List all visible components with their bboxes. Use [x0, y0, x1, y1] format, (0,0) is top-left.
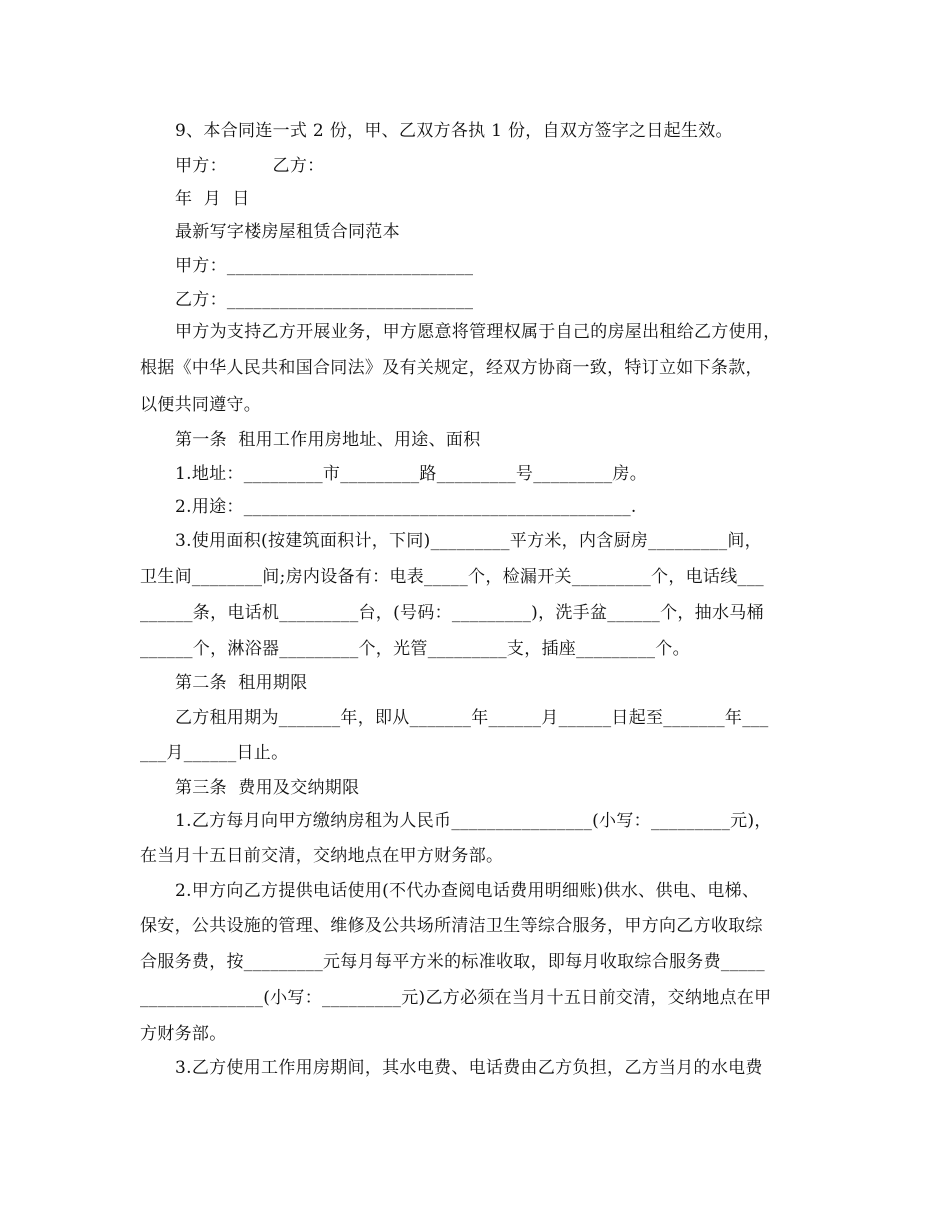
- article-3-service-line-4: ______________(小写：_________元)乙方必须在当月十五日前交清，交纳地点在甲: [140, 988, 772, 1008]
- article-1-area-line-3: ______条，电话机_________台，(号码：_________)，洗手盆______个，抽水马桶: [140, 603, 764, 623]
- article-2-heading: 第二条 租用期限: [175, 673, 308, 693]
- article-2-period-line-1: 乙方租用期为_______年，即从_______年______月______日起至_______年___: [175, 708, 769, 728]
- article-1-area-line-4: ______个，淋浴器_________个，光管_________支，插座_________个。: [140, 639, 690, 659]
- article-3-heading: 第三条 费用及交纳期限: [175, 778, 360, 798]
- article-2-period-line-2: ___月______日止。: [140, 743, 289, 763]
- article-1-area-line-1: 3.使用面积(按建筑面积计，下同)_________平方米，内含厨房_________间，: [175, 531, 762, 551]
- article-3-rent-line-1: 1.乙方每月向甲方缴纳房租为人民币________________(小写：_________元)，: [175, 811, 772, 831]
- signature-parties: 甲方： 乙方：: [175, 156, 325, 176]
- article-1-address: 1.地址：_________市_________路_________号_________房。: [175, 464, 648, 484]
- signature-date: 年 月 日: [175, 189, 250, 209]
- article-3-utilities-line-1: 3.乙方使用工作用房期间，其水电费、电话费由乙方负担，乙方当月的水电费: [175, 1058, 763, 1078]
- party-a-field: 甲方：____________________________: [175, 256, 474, 276]
- article-1-area-line-2: 卫生间________间;房内设备有：电表_____个，检漏开关_________个，电话线___: [140, 567, 764, 587]
- article-3-service-line-3: 合服务费，按_________元每月每平方米的标准收取，即每月收取综合服务费_____: [140, 952, 765, 972]
- article-3-rent-line-2: 在当月十五日前交清，交纳地点在甲方财务部。: [140, 846, 504, 866]
- preamble-line-1: 甲方为支持乙方开展业务，甲方愿意将管理权属于自己的房屋出租给乙方使用，: [175, 322, 781, 342]
- article-1-usage: 2.用途：____________________________________________.: [175, 497, 637, 517]
- clause-9-validity: 9、本合同连一式 2 份，甲、乙双方各执 1 份，自双方签字之日起生效。: [175, 121, 733, 141]
- party-b-field: 乙方：____________________________: [175, 290, 474, 310]
- preamble-line-3: 以便共同遵守。: [140, 395, 262, 415]
- preamble-line-2: 根据《中华人民共和国合同法》及有关规定，经双方协商一致，特订立如下条款，: [140, 358, 763, 378]
- article-3-service-line-2: 保安，公共设施的管理、维修及公共场所清洁卫生等综合服务，甲方向乙方收取综: [140, 916, 763, 936]
- article-3-service-line-1: 2.甲方向乙方提供电话使用(不代办查阅电话费用明细账)供水、供电、电梯、: [175, 881, 760, 901]
- article-1-heading: 第一条 租用工作用房地址、用途、面积: [175, 430, 481, 450]
- contract-title: 最新写字楼房屋租赁合同范本: [175, 222, 400, 242]
- article-3-service-line-5: 方财务部。: [140, 1024, 227, 1044]
